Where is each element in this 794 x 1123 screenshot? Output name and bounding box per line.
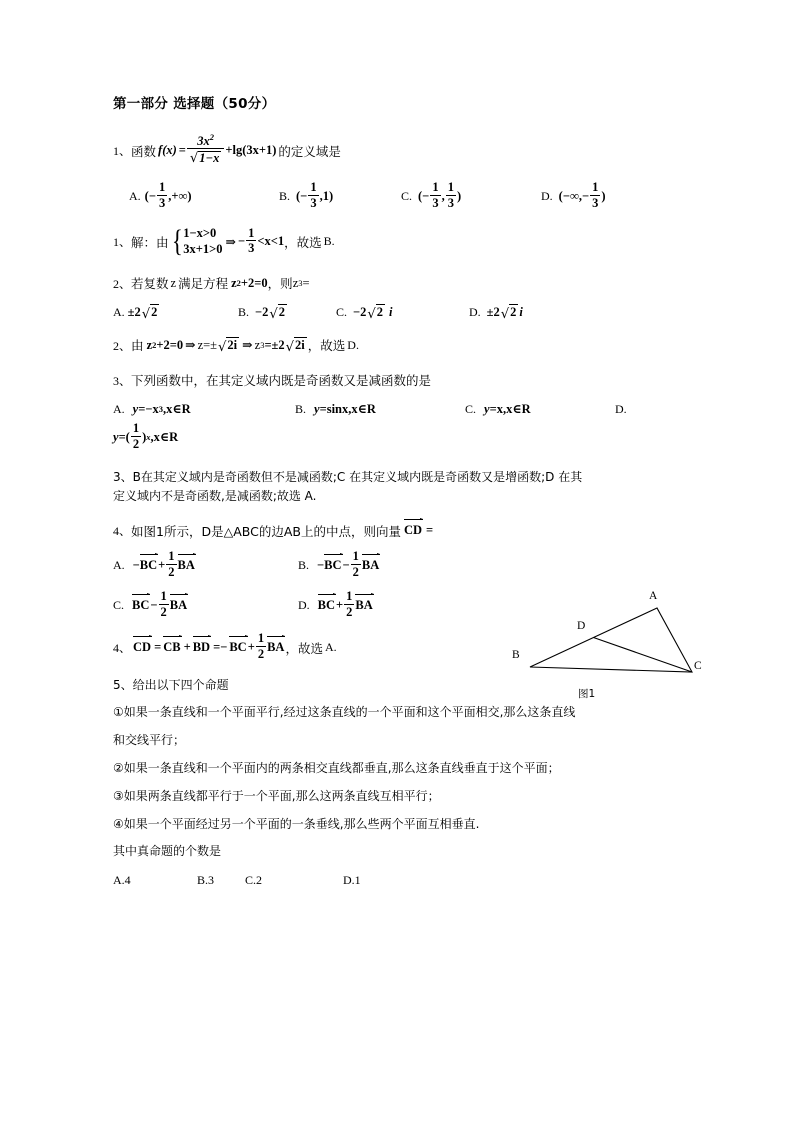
triangle-diagram-svg xyxy=(494,588,709,706)
vector-bd: BD xyxy=(192,640,211,655)
question-2-option-c: C. −2 √ 2 i xyxy=(336,304,393,323)
question-1 xyxy=(113,131,699,166)
question-3-option-c: C. y =x ,x∈R xyxy=(465,401,531,417)
question-3-stem: 3、 下列函数中，在其定义域内既是奇函数又是减函数的是 xyxy=(113,373,432,389)
question-1-stem-suffix: 的定义域是 xyxy=(278,143,341,159)
vector-cd: CD xyxy=(133,640,152,655)
vertex-label-a: A xyxy=(649,590,658,602)
question-1-fx: f(x) xyxy=(158,143,177,158)
question-2-stem: 2、 若复数 z 满足方程 z 2 +2=0 ，则 z 3 = xyxy=(113,275,310,292)
question-4-option-a: A. − BC + $\frac{1}{2}$ BA xyxy=(113,549,195,579)
question-5-proposition-1b: 和交线平行； xyxy=(113,733,186,748)
question-4-solution: 4、 CD = CB + BD =− BC + $\frac{1}{2}$ BA ， 故选 A. xyxy=(113,631,337,661)
question-5 xyxy=(113,679,699,889)
question-1-option-a: A. (− $\frac{1}{3}$ ,+∞) xyxy=(129,180,192,210)
question-5-proposition-2: ②如果一条直线和一个平面内的两条相交直线都垂直,那么这条直线垂直于这个平面； xyxy=(113,760,560,775)
question-2-options xyxy=(113,304,699,323)
question-2-option-b: B. −2 √ 2 xyxy=(238,304,285,323)
question-4-option-c: C. BC − $\frac{1}{2}$ BA xyxy=(113,589,188,619)
question-5-options xyxy=(113,873,699,888)
question-1-equals: = xyxy=(178,143,186,158)
vector-cb: CB xyxy=(163,640,181,655)
question-4-option-d: D. BC + $\frac{1}{2}$ BA xyxy=(298,589,373,619)
question-2-solution: 2、 由 z 2 +2=0 ⇒ z=± √ 2i ⇒ z 3 =±2 √ 2i ， 故选 D. xyxy=(113,337,359,356)
vertex-label-d: D xyxy=(577,620,586,632)
question-3-option-a: A. y =−x 3 ,x∈R xyxy=(113,401,191,417)
question-4-option-b: B. − BC − $\frac{1}{2}$ BA xyxy=(298,549,380,579)
question-2-option-a: A. ±2 √ 2 xyxy=(113,304,158,323)
question-5-proposition-3: ③如果两条直线都平行于一个平面,那么这两条直线互相平行； xyxy=(113,788,440,803)
vector-bc: BC xyxy=(229,640,247,655)
question-3-option-d-label: D. xyxy=(615,401,627,416)
question-5-proposition-1a: ①如果一条直线和一个平面平行,经过这条直线的一个平面和这个平面相交,那么这条直线 xyxy=(113,705,576,720)
section-title: 第一部分 选择题（50分） xyxy=(113,96,276,112)
vector-ba: BA xyxy=(177,558,195,573)
question-4-stem: 4、 如图1所示，D是△ABC的边AB上的中点，则向量 CD = xyxy=(113,523,434,539)
question-5-proposition-4: ④如果一个平面经过另一个平面的一条垂线,那么些两个平面互相垂直. xyxy=(113,816,480,831)
question-2-option-d: D. ±2 √ 2 i xyxy=(469,304,523,323)
document-body xyxy=(113,92,699,888)
vector-ba: BA xyxy=(355,598,373,613)
vector-bc: BC xyxy=(324,558,342,573)
question-3-options xyxy=(113,401,699,417)
question-1-option-d: D. (−∞,− $\frac{1}{3}$ ) xyxy=(541,180,606,210)
question-1-plus: + xyxy=(225,143,233,158)
question-1-options xyxy=(113,182,699,210)
question-3-option-d: y =( $\frac{1}{2}$ ) x ,x∈R xyxy=(113,421,179,451)
vertex-label-c: C xyxy=(694,660,702,672)
vector-ba: BA xyxy=(361,558,380,573)
vector-ba: BA xyxy=(169,598,188,613)
vertex-label-b: B xyxy=(512,649,520,661)
vector-ba: BA xyxy=(267,640,285,655)
question-5-option-c: C.2 xyxy=(245,873,263,888)
question-3-solution-line-2: 定义域内不是奇函数,是减函数;故选 A. xyxy=(113,488,317,503)
question-3-solution-line-1: 3、B在其定义域内是奇函数但不是减函数;C 在其定义域内既是奇函数又是增函数;D 在其 xyxy=(113,470,583,485)
question-1-stem xyxy=(113,131,699,166)
question-5-ask: 其中真命题的个数是 xyxy=(113,844,222,859)
question-5-option-b: B.3 xyxy=(197,873,215,888)
question-1-denominator xyxy=(187,148,224,164)
question-1-solution: 1、 解：由 { 1−x>0 3x+1>0 ⇒ − $\frac{1}{3}$ <x<1 ， 故选 B. xyxy=(113,223,335,258)
question-1-number: 1、 xyxy=(113,144,132,159)
question-4-options-row-1 xyxy=(113,549,699,580)
question-5-option-d: D.1 xyxy=(343,873,361,888)
median-dc xyxy=(594,638,693,673)
sqrt-icon: √ 1−x xyxy=(189,150,220,166)
triangle-abc xyxy=(530,608,692,672)
question-1-option-c: C. (− $\frac{1}{3}$ , $\frac{1}{3}$ ) xyxy=(401,180,462,210)
question-1-option-b: B. (− $\frac{1}{3}$ ,1) xyxy=(279,180,334,210)
question-1-lg-term: lg(3x+1) xyxy=(232,143,277,158)
vector-bc: BC xyxy=(317,598,336,613)
question-1-fraction xyxy=(187,131,224,166)
figure-1 xyxy=(494,588,709,706)
vector-cd: CD xyxy=(403,523,423,538)
question-5-option-a: A.4 xyxy=(113,873,131,888)
vector-bc: BC xyxy=(139,558,158,573)
figure-caption: 图1 xyxy=(578,688,596,700)
question-1-numerator: $3x^2$ xyxy=(197,131,214,148)
question-1-stem-prefix: 函数 xyxy=(131,143,157,159)
question-1-system: { 1−x>0 3x+1>0 xyxy=(171,223,223,258)
question-3-option-b: B. y =sinx ,x∈R xyxy=(295,401,376,417)
vector-bc: BC xyxy=(132,598,150,613)
question-5-stem: 5、给出以下四个命题 xyxy=(113,677,229,692)
question-3-solution xyxy=(113,468,699,505)
